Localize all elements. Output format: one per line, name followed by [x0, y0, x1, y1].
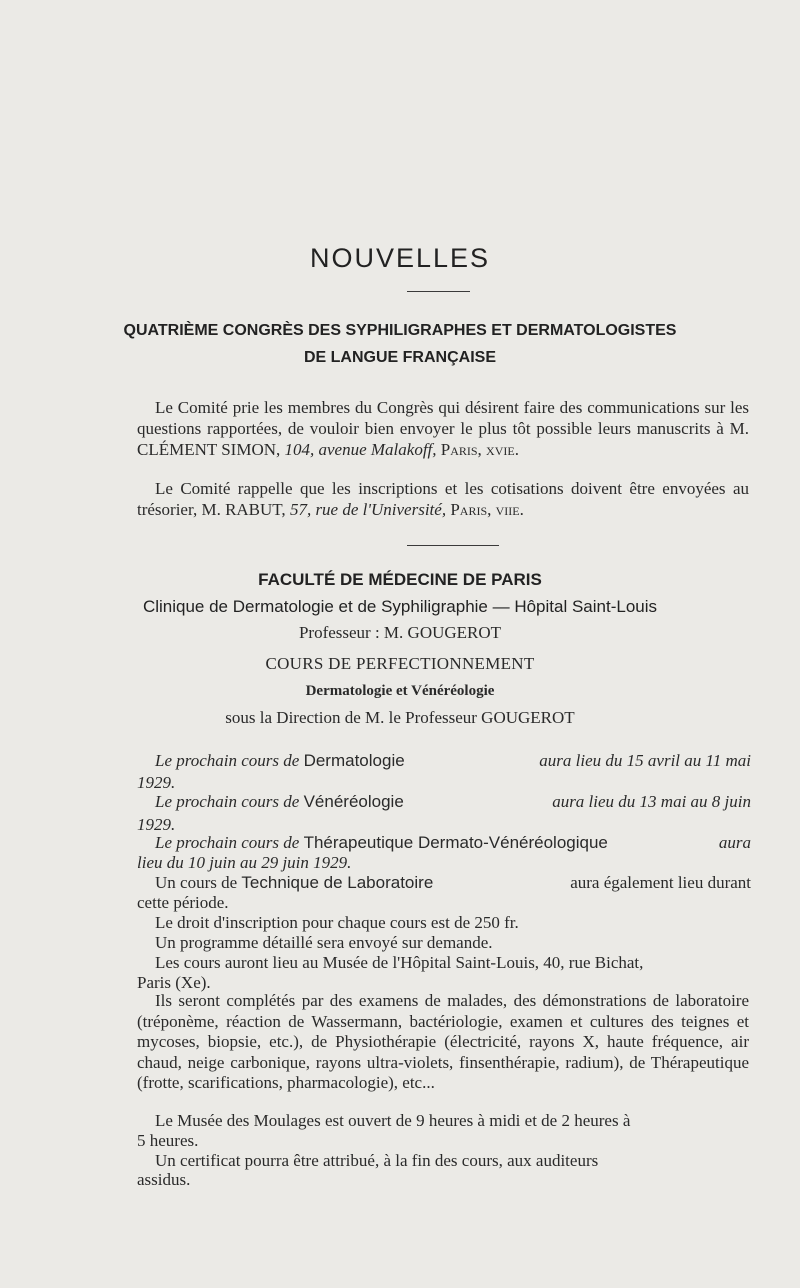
congres-p1-address: 104, avenue Malakoff,	[284, 440, 437, 459]
congres-paragraph-1	[137, 397, 749, 460]
certificat-line-a: Un certificat pourra être attribué, à la fin des cours, aux auditeurs	[155, 1151, 599, 1170]
congres-p1-text: Le Comité prie les membres du Congrès qui désirent faire des communications sur les questions rapportées, de vouloir bien envoyer le plus tôt possible leurs manuscrits à M. CLÉMENT SIMON,	[137, 398, 749, 459]
cours-technique-d: cette période.	[137, 893, 229, 912]
cours-venereologie-c: aura lieu du 13 mai au 8 juin	[552, 792, 751, 811]
cours-venereologie-b: Vénéréologie	[303, 792, 404, 811]
congres-p2-city: Paris, viie.	[450, 500, 524, 519]
certificat-line-b: assidus.	[137, 1170, 191, 1189]
droit-inscription: Le droit d'inscription pour chaque cours est de 250 fr.	[155, 913, 519, 932]
cours-title: COURS DE PERFECTIONNEMENT	[265, 654, 535, 673]
section-divider	[407, 545, 499, 546]
cours-dermatologie-a: Le prochain cours de	[155, 751, 300, 770]
cours-therapeutique-line	[155, 833, 751, 853]
lieu-line-b: Paris (Xe).	[137, 973, 211, 992]
cours-subtitle: Dermatologie et Vénéréologie	[305, 683, 495, 699]
cours-technique-b: Technique de Laboratoire	[241, 873, 434, 892]
faculte-heading: FACULTÉ DE MÉDECINE DE PARIS	[258, 570, 542, 589]
congres-p2-address: 57, rue de l'Université,	[289, 500, 447, 519]
title-divider	[407, 291, 470, 292]
examens-paragraph: Ils seront complétés par des examens de malades, des démonstrations de laboratoire (tréponème, réaction de Wassermann, bactériologie, examen et cultures des teignes et mycoses, biopsie, etc.), de Physiothérapie (électricité, rayons X, haute fréquence, air chaud, neige carbonique, rayons ultra-violets, finsenthérapie, radium), de Thérapeutique (frotte, scarifications, pharmacologie), etc...	[137, 991, 749, 1092]
cours-dermatologie-line	[155, 751, 751, 771]
cours-therapeutique-c: aura	[718, 833, 751, 852]
professeur-line: Professeur : M. GOUGEROT	[298, 623, 502, 642]
cours-dermatologie-year: 1929.	[137, 773, 176, 792]
cours-therapeutique-dates: lieu du 10 juin au 29 juin 1929.	[137, 853, 352, 872]
congres-p1-city: Paris, xvie.	[440, 440, 519, 459]
cours-technique-a: Un cours de	[155, 873, 238, 892]
cours-technique-c: aura également lieu durant	[570, 873, 751, 892]
cours-dermatologie-c: aura lieu du 15 avril au 11 mai	[539, 751, 751, 770]
cours-venereologie-year: 1929.	[137, 815, 176, 834]
cours-venereologie-line	[155, 792, 751, 812]
congres-heading-line2: DE LANGUE FRANÇAISE	[303, 349, 496, 366]
congres-p2-text: Le Comité rappelle que les inscriptions et les cotisations doivent être envoyées au trésorier, M. RABUT,	[137, 479, 749, 519]
page-title: NOUVELLES	[309, 243, 491, 273]
cours-technique-line	[155, 873, 751, 893]
cours-therapeutique-b: Thérapeutique Dermato-Vénéréologique	[303, 833, 608, 852]
clinique-line: Clinique de Dermatologie et de Syphiligraphie — Hôpital Saint-Louis	[142, 597, 658, 616]
musee-line-b: 5 heures.	[137, 1131, 199, 1150]
programme-line: Un programme détaillé sera envoyé sur demande.	[155, 933, 493, 952]
cours-dermatologie-b: Dermatologie	[303, 751, 405, 770]
cours-venereologie-a: Le prochain cours de	[155, 792, 300, 811]
congres-paragraph-2	[137, 478, 749, 520]
congres-heading-line1: QUATRIÈME CONGRÈS DES SYPHILIGRAPHES ET DERMATOLOGISTES	[123, 322, 677, 339]
direction-line: sous la Direction de M. le Professeur GOUGEROT	[225, 708, 575, 727]
cours-therapeutique-a: Le prochain cours de	[155, 833, 300, 852]
musee-line-a: Le Musée des Moulages est ouvert de 9 heures à midi et de 2 heures à	[155, 1111, 631, 1130]
lieu-line-a: Les cours auront lieu au Musée de l'Hôpital Saint-Louis, 40, rue Bichat,	[155, 953, 644, 972]
